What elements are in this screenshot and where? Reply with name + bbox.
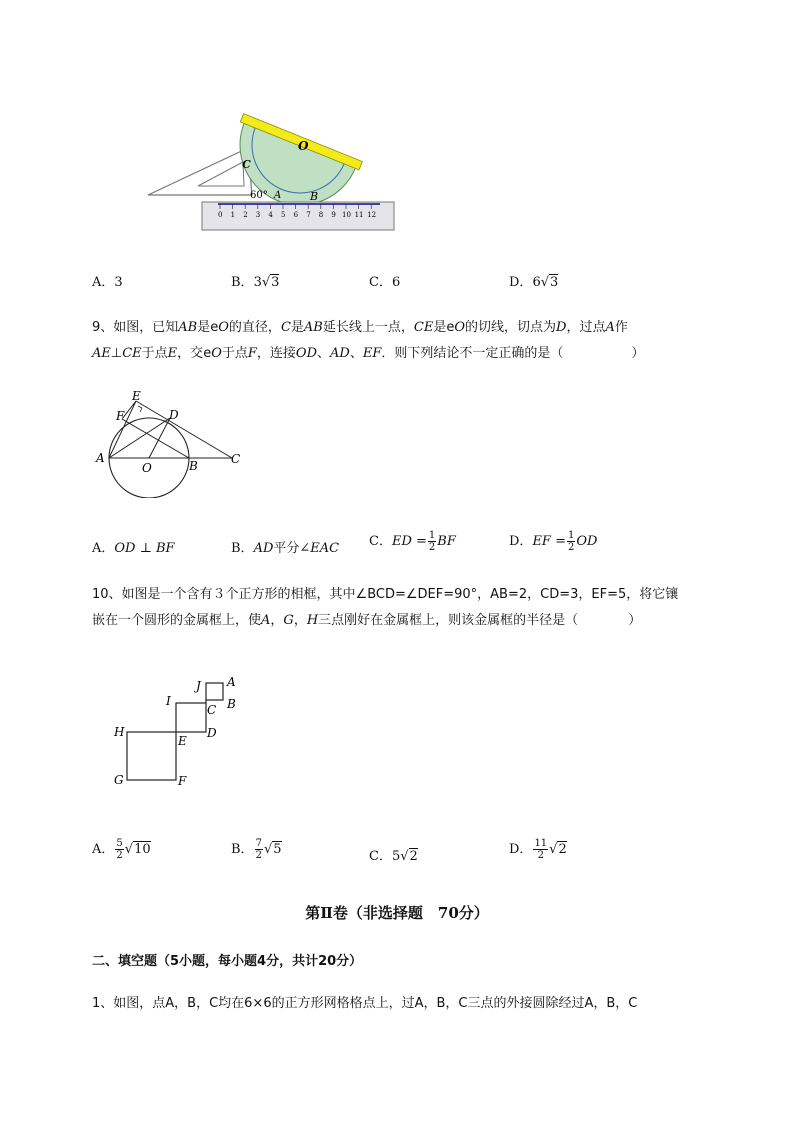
label-f: F — [178, 774, 187, 788]
label-d: D — [169, 408, 179, 422]
q8-angle: 60° — [250, 190, 268, 201]
q8-label-o: O — [298, 139, 309, 153]
option-text: ED = — [391, 534, 427, 549]
option-value: 3 — [114, 275, 123, 290]
label-e: E — [178, 734, 187, 748]
part2-title: 第Ⅱ卷（非选择题 70分） — [305, 904, 489, 922]
fill-in-q1: 1、如图，点A，B，C均在6×6的正方形网格格点上，过A，B，C三点的外接圆除经过A，B，C — [92, 996, 638, 1011]
q8-option-c[interactable] — [369, 271, 400, 290]
q8-label-b: B — [310, 190, 319, 203]
label-o: O — [142, 461, 152, 475]
option-radicand: 2 — [558, 842, 567, 857]
q8-figure — [140, 100, 410, 235]
set-square — [148, 148, 252, 195]
option-text: 平分 — [273, 541, 300, 556]
label-d: D — [207, 726, 217, 740]
ruler-number: 6 — [293, 211, 299, 219]
option-label: D． — [509, 842, 533, 857]
q10-option-b[interactable]: B． $\frac{7}{2}$ √5 — [231, 838, 282, 861]
option-value: 6 — [391, 275, 401, 290]
option-label: A． — [92, 541, 115, 556]
q9-stem — [92, 315, 742, 367]
option-text: OD ⊥ BF — [114, 541, 175, 556]
ruler-number: 9 — [331, 211, 336, 219]
option-label: C． — [369, 534, 392, 549]
q10-option-d[interactable]: D． $\frac{11}{2}$ √2 — [509, 838, 567, 861]
option-radicand: 2 — [409, 849, 418, 864]
fill-in-section-heading: 二、填空题（5小题，每小题4分，共计20分） — [92, 954, 363, 969]
ruler-number: 1 — [230, 211, 236, 219]
ruler-number: 11 — [354, 211, 364, 219]
option-label: C． — [369, 849, 392, 864]
option-coef: 5 — [391, 849, 401, 864]
option-label: A． — [92, 842, 115, 857]
label-g: G — [114, 773, 124, 787]
q9-option-b[interactable] — [231, 537, 339, 556]
option-radicand: 3 — [271, 275, 280, 290]
q10-figure — [110, 672, 250, 797]
ruler-number: 12 — [367, 211, 377, 219]
q9-figure — [92, 388, 252, 498]
q10-option-c[interactable]: C．5√2 — [369, 849, 418, 864]
option-text: OD — [576, 534, 598, 549]
option-label: A． — [92, 275, 115, 290]
label-a: A — [227, 675, 236, 689]
label-a: A — [96, 451, 105, 465]
fraction: $\frac{1}{2}$ — [428, 530, 436, 553]
q9-option-a[interactable] — [92, 537, 175, 556]
set-square-inner — [198, 162, 244, 186]
fraction: $\frac{5}{2}$ — [116, 838, 123, 861]
fraction: $\frac{1}{2}$ — [567, 530, 575, 553]
option-text: ∠EAC — [299, 541, 340, 556]
label-b: B — [227, 697, 236, 711]
q10-option-a[interactable]: A． $\frac{5}{2}$ √10 — [92, 838, 151, 861]
option-text: EF = — [532, 534, 566, 549]
ruler-number: 0 — [218, 211, 223, 219]
option-label: D． — [509, 534, 533, 549]
label-e: E — [132, 389, 141, 403]
option-coef: 3 — [253, 275, 262, 290]
label-b: B — [189, 459, 198, 473]
q10-line1: 10、如图是一个含有３个正方形的相框，其中∠BCD=∠DEF=90°，AB=2，CD=3，EF=5，将它镶 — [92, 587, 679, 602]
option-label: B． — [231, 842, 254, 857]
option-label: D． — [509, 275, 533, 290]
ruler-number: 7 — [306, 211, 311, 219]
label-j: J — [196, 679, 201, 693]
fraction: $\frac{7}{2}$ — [255, 838, 262, 861]
fraction: $\frac{11}{2}$ — [534, 838, 548, 861]
ruler-number: 5 — [281, 211, 286, 219]
q10-line2: 嵌在一个圆形的金属框上，使A，G，H三点刚好在金属框上，则该金属框的半径是（ ） — [92, 613, 642, 628]
option-radicand: 5 — [273, 842, 282, 857]
option-label: B． — [231, 275, 254, 290]
large-square — [127, 732, 176, 780]
q9-line2: AE⊥CE于点E，交eO于点F，连接OD、AD、EF．则下列结论不一定正确的是（ ） — [92, 346, 645, 361]
q8-option-d[interactable]: D．6√3 — [509, 275, 559, 290]
q8-option-a[interactable] — [92, 271, 123, 290]
label-c: C — [207, 703, 217, 717]
q9-option-d[interactable] — [509, 530, 597, 553]
q10-stem — [92, 582, 752, 634]
label-i: I — [166, 694, 171, 708]
label-c: C — [231, 452, 241, 466]
option-label: B． — [231, 541, 254, 556]
q9-line1: 9、如图，已知AB是eO的直径，C是AB延长线上一点，CE是eO的切线，切点为D，过点A作 — [92, 320, 628, 335]
option-coef: 6 — [532, 275, 541, 290]
ruler-number: 10 — [342, 211, 351, 219]
q9-option-c[interactable] — [369, 530, 456, 553]
label-f: F — [116, 409, 125, 423]
option-radicand: 3 — [550, 275, 559, 290]
small-square — [206, 683, 223, 700]
middle-square — [176, 703, 206, 732]
ruler-number: 3 — [255, 211, 261, 219]
option-text: BF — [437, 534, 456, 549]
ruler-number: 8 — [318, 211, 324, 219]
q8-option-b[interactable]: B．3√3 — [231, 275, 280, 290]
ruler-number: 2 — [243, 211, 248, 219]
option-label: C． — [369, 275, 392, 290]
option-text: AD — [253, 541, 274, 556]
label-h: H — [114, 725, 125, 739]
option-radicand: 10 — [134, 842, 151, 857]
q8-label-c: C — [242, 158, 251, 171]
q8-label-a: A — [274, 190, 282, 201]
ruler-number: 4 — [268, 211, 273, 219]
